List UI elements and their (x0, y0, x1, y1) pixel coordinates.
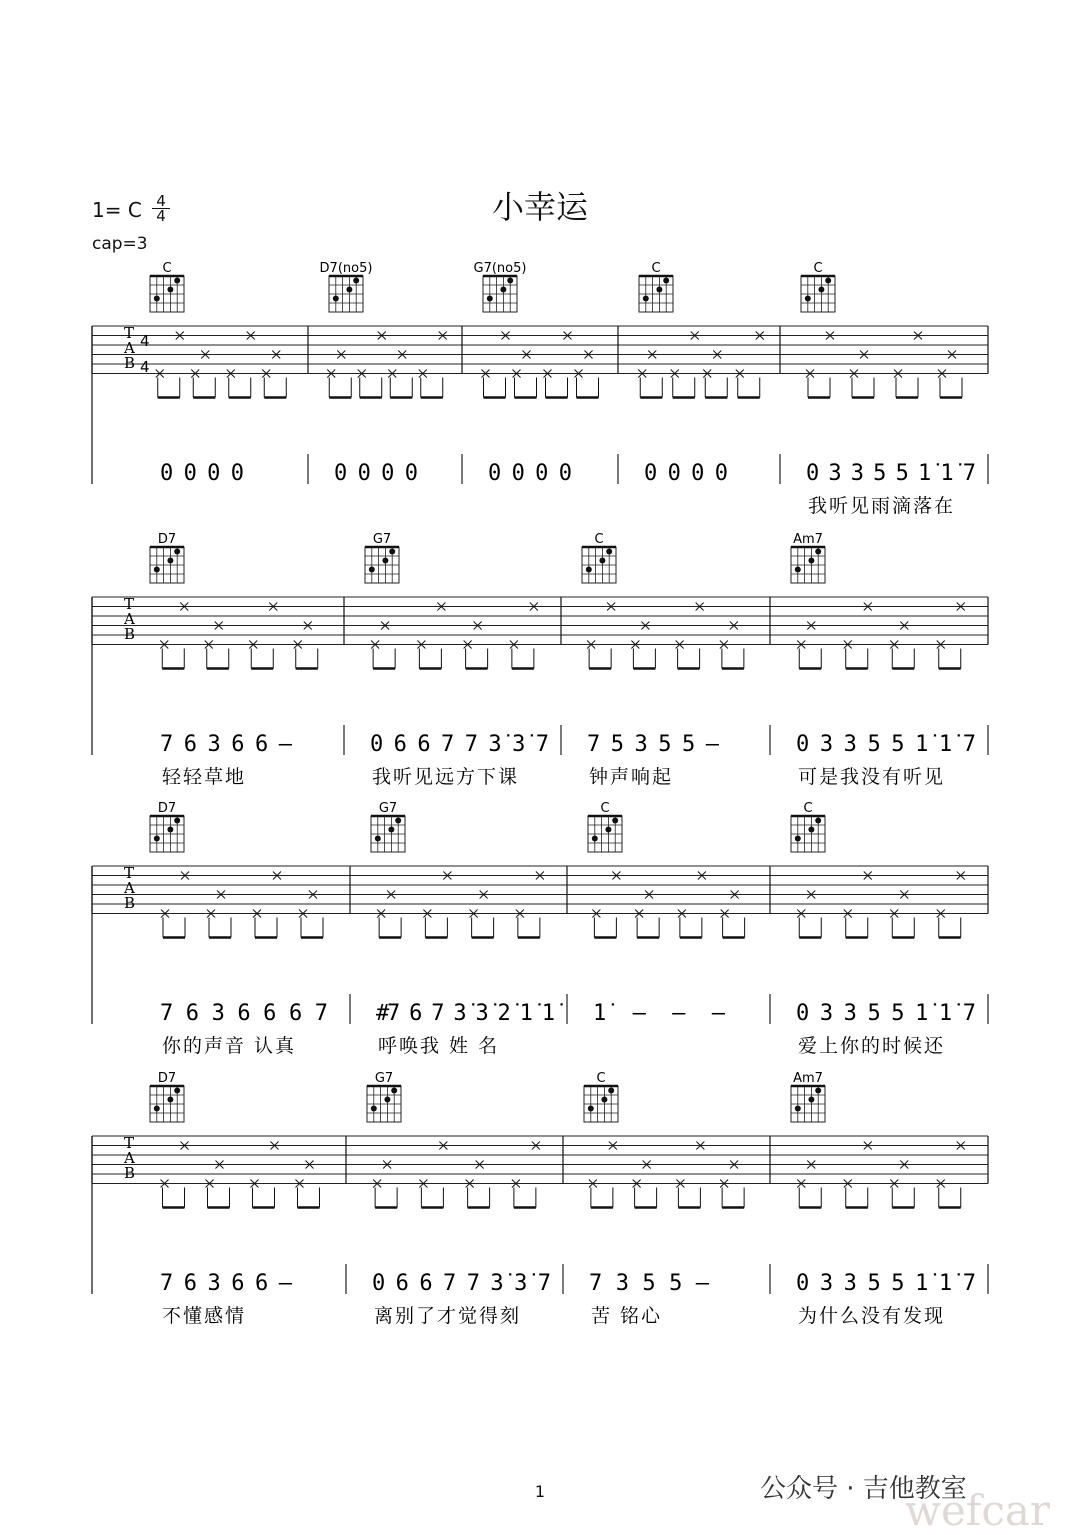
finger-dot (346, 287, 352, 293)
lyric-line: 轻轻草地 (162, 766, 247, 788)
tab-clef-letter: A (124, 339, 135, 357)
finger-dot (167, 558, 173, 564)
finger-dot (353, 278, 359, 284)
finger-dot (808, 1097, 814, 1103)
watermark-label: 公众号 · 吉他教室 (760, 1474, 967, 1504)
time-signature: 4 4 (152, 194, 170, 223)
chord-name: C (813, 262, 823, 276)
finger-dot (389, 549, 395, 555)
finger-dot (825, 278, 831, 284)
finger-dot (174, 278, 180, 284)
finger-dot (818, 287, 824, 293)
finger-dot (795, 836, 801, 842)
finger-dot (601, 1097, 607, 1103)
tab-system (0, 533, 1080, 793)
tab-clef-letter: A (124, 879, 135, 897)
tab-system (0, 1072, 1080, 1332)
jianpu-measure: 7 3 5 5 – (589, 1271, 709, 1296)
chord-name: G7 (372, 533, 392, 547)
finger-dot (815, 1088, 821, 1094)
finger-dot (815, 549, 821, 555)
tab-clef-letter: B (124, 354, 136, 372)
lyric-line: 可是我没有听见 (798, 766, 946, 788)
jianpu-measure: 0 3 3 5 5 1̇ 1̇ 7 (796, 1271, 976, 1296)
page-number: 1 (534, 1482, 546, 1501)
jianpu-measure: 7 6 3 6 6 – (160, 732, 292, 757)
lyric-line: 苦 铭心 (591, 1305, 663, 1327)
jianpu-measure: 0 3 3 5 5 1̇ 1̇ 7 (796, 1001, 976, 1026)
chord-name: C (596, 1072, 606, 1086)
finger-dot (606, 549, 612, 555)
finger-dot (599, 558, 605, 564)
chord-name: D7(no5) (319, 262, 373, 276)
finger-dot (808, 558, 814, 564)
chord-name: D7 (157, 1072, 177, 1086)
key-signature: 1= C (92, 198, 142, 222)
tab-system (0, 802, 1080, 1062)
finger-dot (808, 827, 814, 833)
finger-dot (805, 296, 811, 302)
jianpu-measure: 7 5 3 5 5 – (587, 732, 719, 757)
finger-dot (815, 818, 821, 824)
song-title: 小幸运 (491, 188, 588, 226)
tab-clef-letter: T (124, 864, 135, 882)
finger-dot (154, 296, 160, 302)
finger-dot (382, 558, 388, 564)
finger-dot (487, 296, 493, 302)
finger-dot (174, 818, 180, 824)
finger-dot (154, 567, 160, 573)
finger-dot (154, 1106, 160, 1112)
finger-dot (167, 827, 173, 833)
capo-label: cap=3 (92, 234, 148, 254)
tab-clef-letter: A (124, 610, 135, 628)
jianpu-measure: 0 0 0 0 (334, 461, 418, 486)
chord-name: C (600, 802, 610, 816)
jianpu-measure: 0 3 3 5 5 1̇ 1̇ 7 (796, 732, 976, 757)
chord-name: G7 (378, 802, 398, 816)
finger-dot (371, 1106, 377, 1112)
finger-dot (174, 1088, 180, 1094)
chord-name: C (803, 802, 813, 816)
chord-name: C (162, 262, 172, 276)
chord-name: G7 (374, 1072, 394, 1086)
lyric-line: 钟声响起 (589, 766, 674, 788)
finger-dot (391, 1088, 397, 1094)
finger-dot (174, 549, 180, 555)
jianpu-measure: #7 6 7 3̇ 3̇ 2̇ 1̇ 1̇ (376, 1001, 555, 1026)
finger-dot (586, 567, 592, 573)
lyric-line: 我听见雨滴落在 (808, 495, 956, 517)
finger-dot (643, 296, 649, 302)
lyric-line: 爱上你的时候还 (798, 1035, 946, 1057)
jianpu-measure: 0 3 3 5 5 1̇ 1̇ 7 (806, 461, 976, 486)
lyric-line: 呼唤我 姓 名 (378, 1035, 500, 1057)
chord-name: Am7 (793, 533, 823, 547)
tab-clef-letter: T (124, 595, 135, 613)
finger-dot (395, 818, 401, 824)
chord-name: Am7 (793, 1072, 823, 1086)
tab-clef-letter: B (124, 894, 136, 912)
jianpu-measure: 0 0 0 0 (644, 461, 728, 486)
finger-dot (592, 836, 598, 842)
finger-dot (507, 278, 513, 284)
finger-dot (612, 818, 618, 824)
finger-dot (795, 567, 801, 573)
finger-dot (167, 1097, 173, 1103)
tab-system (0, 262, 1080, 522)
jianpu-measure: 0 6 6 7 7 3̇ 3̇ 7 (370, 732, 549, 757)
finger-dot (656, 287, 662, 293)
finger-dot (369, 567, 375, 573)
tab-time-top: 4 (140, 332, 150, 350)
jianpu-measure: 0 0 0 0 (160, 461, 244, 486)
jianpu-measure: 0 0 0 0 (488, 461, 572, 486)
lyric-line: 你的声音 认真 (162, 1035, 297, 1057)
lyric-line: 不懂感情 (162, 1305, 247, 1327)
finger-dot (500, 287, 506, 293)
tab-time-bottom: 4 (140, 358, 150, 376)
finger-dot (663, 278, 669, 284)
watermark-faint: wefcar (905, 1486, 1050, 1535)
jianpu-measure: 1̇ – – – (593, 1001, 725, 1026)
tab-clef-letter: B (124, 625, 136, 643)
finger-dot (608, 1088, 614, 1094)
lyric-line: 我听见远方下课 (372, 766, 520, 788)
lyric-line: 离别了才觉得刻 (374, 1305, 522, 1327)
finger-dot (795, 1106, 801, 1112)
tab-clef-letter: A (124, 1149, 135, 1167)
finger-dot (375, 836, 381, 842)
chord-name: G7(no5) (473, 262, 527, 276)
finger-dot (333, 296, 339, 302)
finger-dot (384, 1097, 390, 1103)
tab-clef-letter: T (124, 1134, 135, 1152)
chord-name: D7 (157, 533, 177, 547)
lyric-line: 为什么没有发现 (798, 1305, 946, 1327)
jianpu-measure: 7 6 3 6 6 6 7 (160, 1001, 328, 1026)
chord-name: C (651, 262, 661, 276)
jianpu-measure: 7 6 3 6 6 – (160, 1271, 292, 1296)
jianpu-measure: 0 6 6 7 7 3̇ 3̇ 7 (372, 1271, 551, 1296)
finger-dot (388, 827, 394, 833)
tab-clef-letter: B (124, 1164, 136, 1182)
chord-name: C (594, 533, 604, 547)
tab-clef-letter: T (124, 324, 135, 342)
chord-name: D7 (157, 802, 177, 816)
finger-dot (167, 287, 173, 293)
finger-dot (605, 827, 611, 833)
finger-dot (154, 836, 160, 842)
finger-dot (588, 1106, 594, 1112)
